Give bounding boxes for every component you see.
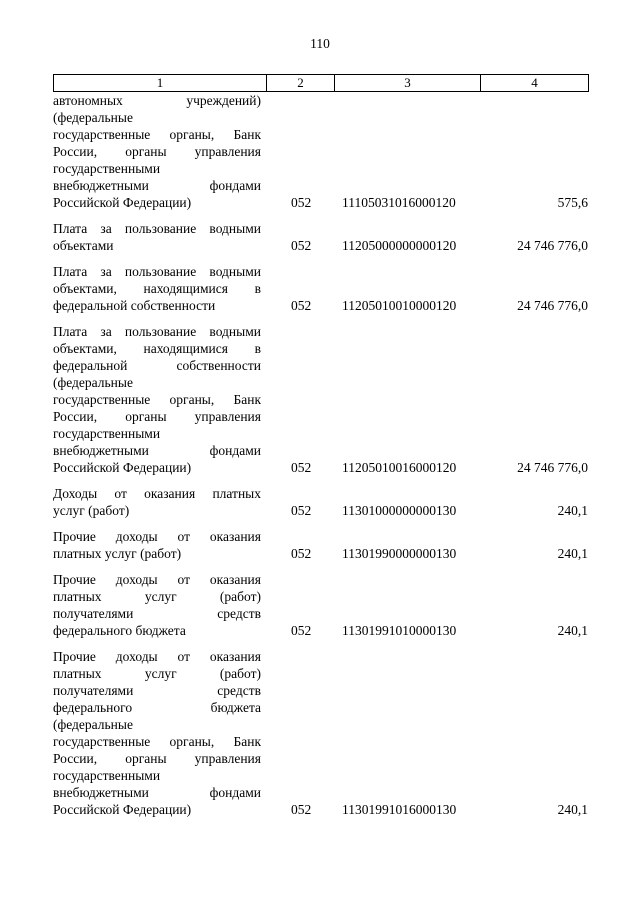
table-row bbox=[53, 485, 588, 519]
admin-code-cell: 052 bbox=[291, 238, 312, 253]
admin-code-cell: 052 bbox=[291, 503, 312, 518]
row-name-line: услуг (работ) bbox=[53, 503, 130, 518]
column-header-2: 2 bbox=[267, 75, 335, 92]
row-name-line: (федеральные bbox=[53, 717, 133, 732]
row-name-line: внебюджетными фондами bbox=[53, 443, 261, 458]
budget-code-cell: 11205010010000120 bbox=[342, 298, 457, 313]
amount-cell: 24 746 776,0 bbox=[517, 460, 588, 475]
admin-code-cell: 052 bbox=[291, 623, 312, 638]
column-header-4: 4 bbox=[481, 75, 589, 92]
page-number: 110 bbox=[310, 36, 330, 51]
row-name-line: федеральной собственности bbox=[53, 298, 216, 313]
amount-cell: 240,1 bbox=[557, 623, 588, 638]
row-name-line: Плата за пользование водными bbox=[53, 324, 261, 339]
row-name-line: платных услуг (работ) bbox=[53, 546, 182, 561]
amount-cell: 575,6 bbox=[557, 195, 588, 210]
row-name-line: объектами bbox=[53, 238, 114, 253]
row-name-cell bbox=[53, 323, 261, 476]
column-header-table bbox=[53, 74, 589, 92]
admin-code-cell: 052 bbox=[291, 546, 312, 561]
table-row bbox=[53, 648, 588, 818]
amount-cell: 24 746 776,0 bbox=[517, 238, 588, 253]
row-name-line: государственные органы, Банк bbox=[53, 734, 261, 749]
row-name-cell bbox=[53, 92, 261, 211]
column-header-1: 1 bbox=[54, 75, 267, 92]
row-name-line: объектами, находящимися в bbox=[53, 281, 261, 296]
budget-code-cell: 11301991016000130 bbox=[342, 802, 457, 817]
budget-code-cell: 11301991010000130 bbox=[342, 623, 457, 638]
budget-code-cell: 11205000000000120 bbox=[342, 238, 457, 253]
row-name-line: (федеральные bbox=[53, 110, 133, 125]
row-name-line: объектами, находящимися в bbox=[53, 341, 261, 356]
row-name-line: внебюджетными фондами bbox=[53, 785, 261, 800]
row-name-cell bbox=[53, 263, 261, 314]
row-name-line: платных услуг (работ) bbox=[53, 589, 261, 604]
table-row bbox=[53, 528, 588, 562]
budget-table-body bbox=[53, 92, 588, 818]
row-name-line: государственные органы, Банк bbox=[53, 392, 261, 407]
amount-cell: 240,1 bbox=[557, 802, 588, 817]
row-name-cell bbox=[53, 571, 261, 639]
row-name-line: государственные органы, Банк bbox=[53, 127, 261, 142]
amount-cell: 24 746 776,0 bbox=[517, 298, 588, 313]
row-name-line: Плата за пользование водными bbox=[53, 264, 261, 279]
admin-code-cell: 052 bbox=[291, 802, 312, 817]
column-header-3: 3 bbox=[335, 75, 481, 92]
row-name-line: государственными bbox=[53, 161, 161, 176]
row-name-line: федеральной собственности bbox=[53, 358, 261, 373]
row-name-cell bbox=[53, 485, 261, 519]
budget-code-cell: 11301000000000130 bbox=[342, 503, 457, 518]
row-name-cell bbox=[53, 528, 261, 562]
row-name-line: Российской Федерации) bbox=[53, 460, 192, 475]
row-name-line: России, органы управления bbox=[53, 144, 261, 159]
row-name-line: России, органы управления bbox=[53, 751, 261, 766]
row-name-cell bbox=[53, 220, 261, 254]
table-row bbox=[53, 571, 588, 639]
row-name-line: (федеральные bbox=[53, 375, 133, 390]
budget-code-cell: 11105031016000120 bbox=[342, 195, 456, 210]
row-name-line: получателями средств bbox=[53, 683, 261, 698]
budget-code-cell: 11301990000000130 bbox=[342, 546, 457, 561]
column-header-row bbox=[54, 75, 589, 92]
amount-cell: 240,1 bbox=[557, 546, 588, 561]
row-name-line: России, органы управления bbox=[53, 409, 261, 424]
row-name-line: внебюджетными фондами bbox=[53, 178, 261, 193]
row-name-line: федерального бюджета bbox=[53, 623, 186, 638]
table-row bbox=[53, 323, 588, 476]
row-name-line: Доходы от оказания платных bbox=[53, 486, 261, 501]
budget-code-cell: 11205010016000120 bbox=[342, 460, 457, 475]
table-row bbox=[53, 220, 588, 254]
row-name-cell bbox=[53, 648, 261, 818]
row-name-line: Российской Федерации) bbox=[53, 802, 192, 817]
amount-cell: 240,1 bbox=[557, 503, 588, 518]
table-row bbox=[53, 263, 588, 314]
admin-code-cell: 052 bbox=[291, 298, 312, 313]
row-name-line: государственными bbox=[53, 768, 161, 783]
row-name-line: Плата за пользование водными bbox=[53, 221, 261, 236]
row-name-line: Прочие доходы от оказания bbox=[53, 572, 261, 587]
row-name-line: Прочие доходы от оказания bbox=[53, 529, 261, 544]
row-name-line: государственными bbox=[53, 426, 161, 441]
row-name-line: Прочие доходы от оказания bbox=[53, 649, 261, 664]
table-row bbox=[53, 92, 588, 211]
row-name-line: федерального бюджета bbox=[53, 700, 261, 715]
row-name-line: получателями средств bbox=[53, 606, 261, 621]
row-name-line: автономных учреждений) bbox=[53, 93, 261, 108]
row-name-line: Российской Федерации) bbox=[53, 195, 192, 210]
row-name-line: платных услуг (работ) bbox=[53, 666, 261, 681]
admin-code-cell: 052 bbox=[291, 460, 312, 475]
admin-code-cell: 052 bbox=[291, 195, 312, 210]
